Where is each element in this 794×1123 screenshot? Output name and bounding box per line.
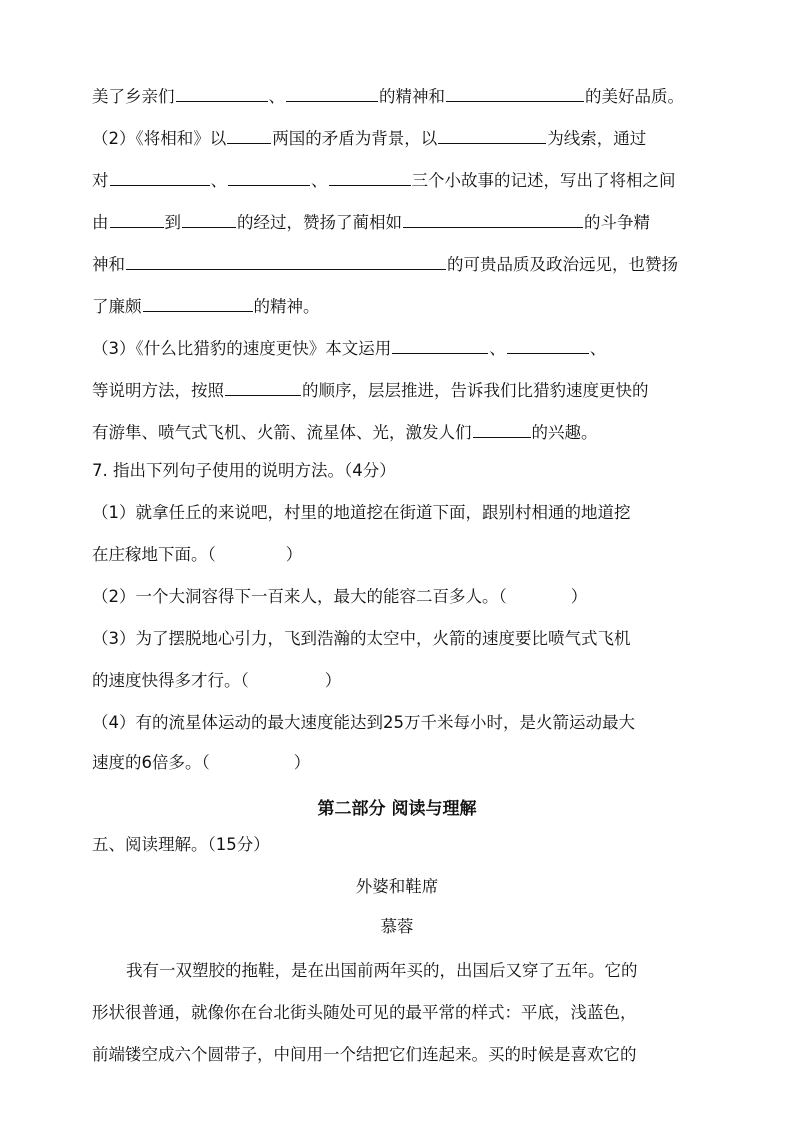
text-line: 对 、 、 三个小故事的记述，写出了将相之间 [92, 168, 712, 194]
answer-blank[interactable] [228, 168, 310, 186]
answer-blank[interactable] [110, 210, 164, 228]
text-line: 美了乡亲们 、 的精神和 的美好品质。 [92, 84, 712, 110]
answer-blank[interactable] [329, 168, 411, 186]
text-line: 由 到 的经过，赞扬了蔺相如 的斗争精 [92, 210, 712, 236]
text-line: 等说明方法，按照 的顺序，层层推进，告诉我们比猎豹速度更快的 [92, 378, 712, 404]
paragraph-line: 我有一双塑胶的拖鞋，是在出国前两年买的，出国后又穿了五年。它的 [126, 961, 638, 980]
answer-blank[interactable] [143, 294, 253, 312]
answer-blank[interactable] [446, 84, 584, 102]
part-title: 第二部分 阅读与理解 [317, 799, 477, 819]
text-line: 神和 的可贵品质及政治远见，也赞扬 [92, 252, 712, 278]
text-line: （4）有的流星体运动的最大速度能达到25万千米每小时，是火箭运动最大 [92, 713, 635, 732]
answer-blank[interactable] [227, 126, 271, 144]
section-heading: 五、阅读理解。（15分） [92, 835, 270, 854]
answer-blank[interactable] [473, 420, 531, 438]
answer-blank[interactable] [225, 378, 301, 396]
paragraph-line: 形状很普通，就像你在台北街头随处可见的最平常的样式：平底，浅蓝色， [92, 1003, 637, 1022]
text-line: （2）一个大洞容得下一百来人，最大的能容二百多人。（ ） [92, 587, 588, 606]
answer-blank[interactable] [286, 84, 378, 102]
answer-blank[interactable] [182, 210, 236, 228]
answer-blank[interactable] [126, 252, 446, 270]
text-line: （3）为了摆脱地心引力，飞到浩瀚的太空中，火箭的速度要比喷气式飞机 [92, 629, 631, 648]
answer-blank[interactable] [176, 84, 268, 102]
answer-blank[interactable] [110, 168, 210, 186]
text-line: 的速度快得多才行。（ ） [92, 671, 342, 690]
text-line: 速度的6倍多。（ ） [92, 753, 311, 772]
answer-blank[interactable] [403, 210, 583, 228]
text-line: 有游隼、喷气式飞机、火箭、流星体、光，激发人们 的兴趣。 [92, 420, 712, 446]
answer-blank[interactable] [507, 336, 589, 354]
text-line: 在庄稼地下面。（ ） [92, 545, 303, 564]
text-line: （1）就拿任丘的来说吧，村里的地道挖在街道下面，跟别村相通的地道挖 [92, 503, 631, 522]
question-heading: 7. 指出下列句子使用的说明方法。（4分） [92, 461, 396, 480]
text-line: （2）《将相和》以 两国的矛盾为背景，以 为线索，通过 [92, 126, 712, 152]
answer-blank[interactable] [438, 126, 546, 144]
article-author: 慕蓉 [380, 917, 414, 936]
article-title: 外婆和鞋席 [355, 877, 439, 896]
text-line: 了廉颇 的精神。 [92, 294, 712, 320]
paragraph-line: 前端镂空成六个圆带子，中间用一个结把它们连起来。买的时候是喜欢它的 [92, 1045, 637, 1064]
text-line: （3）《什么比猎豹的速度更快》本文运用 、 、 [92, 336, 712, 362]
answer-blank[interactable] [392, 336, 488, 354]
